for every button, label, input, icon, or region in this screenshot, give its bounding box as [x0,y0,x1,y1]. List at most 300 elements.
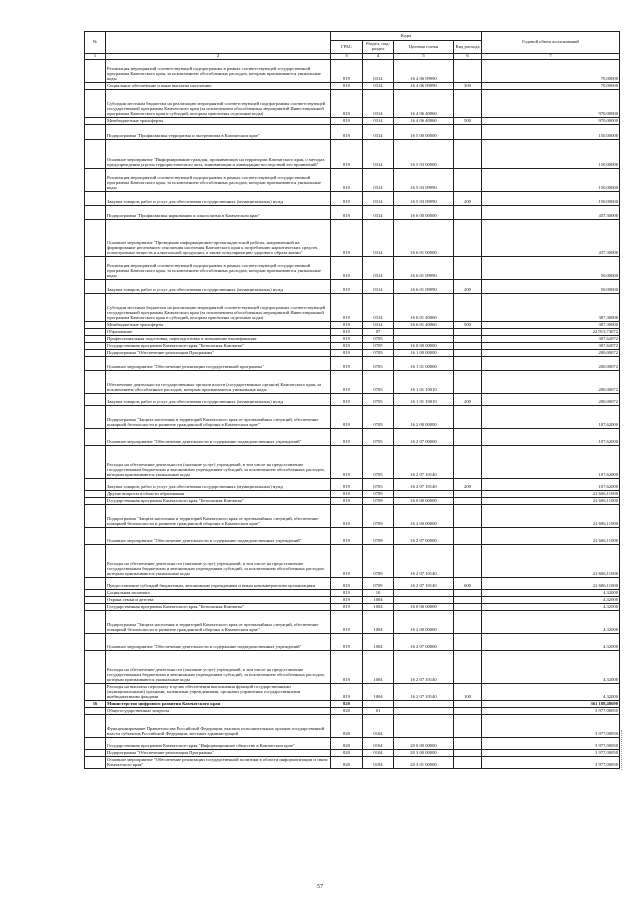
row-razdel: 0314 [363,294,394,322]
row-sum: 4,32000 [482,684,620,701]
row-sum: 307,62072 [482,336,620,343]
row-vid [454,257,482,280]
table-row [85,394,620,406]
row-cst: 16 5 03 09990 [394,169,454,192]
row-sum: 107,62000 [482,406,620,429]
row-number [85,169,106,192]
row-vid [454,371,482,394]
row-number [85,206,106,220]
row-grbs: 819 [331,545,363,578]
row-grbs: 820 [331,738,363,750]
row-cst [394,491,454,498]
row-grbs: 819 [331,357,363,371]
row-cst: 16 1 01 10010 [394,394,454,406]
row-grbs: 819 [331,140,363,169]
row-number [85,708,106,715]
row-cst [394,329,454,336]
row-grbs: 819 [331,406,363,429]
row-grbs: 819 [331,528,363,545]
row-razdel: 0314 [363,118,394,125]
row-vid [454,406,482,429]
header-sum: Годовой объем ассигнований [482,32,620,54]
row-name: Основное мероприятие "Обеспечение реализации государственной политики в области информатизации и связи Камчатского края" [106,757,331,769]
row-grbs: 819 [331,83,363,90]
row-razdel: 0314 [363,206,394,220]
row-grbs: 820 [331,715,363,738]
row-sum: 22 606,11000 [482,528,620,545]
row-cst: 16 2 07 10140 [394,446,454,479]
row-grbs: 820 [331,708,363,715]
row-sum: 387,30000 [482,322,620,329]
table-row [85,528,620,545]
table-row [85,336,620,343]
row-number [85,429,106,446]
row-vid [454,343,482,350]
row-sum: 50,00000 [482,257,620,280]
row-grbs: 819 [331,60,363,83]
row-number [85,280,106,294]
row-grbs: 819 [331,634,363,651]
row-sum: 4,32000 [482,611,620,634]
row-sum: 200,00072 [482,357,620,371]
row-cst [394,715,454,738]
row-number [85,498,106,505]
row-cst [394,597,454,604]
table-row [85,429,620,446]
row-vid [454,708,482,715]
row-name: Социальная политика [106,590,331,597]
row-razdel: 1004 [363,604,394,611]
row-cst [394,708,454,715]
row-cst [394,336,454,343]
row-sum: 4,32000 [482,651,620,684]
row-vid [454,738,482,750]
row-cst: 16 0 00 00000 [394,498,454,505]
row-sum: 22 606,11000 [482,578,620,590]
row-name: Общегосударственные вопросы [106,708,331,715]
table-row [85,738,620,750]
row-number [85,60,106,83]
row-name: Подпрограмма "Защита населения и территорий Камчатского края от чрезвычайных ситуаций, обеспечение пожарной безопасности и развитие гражданской обороны в Камчатском крае" [106,505,331,528]
row-razdel: 0709 [363,491,394,498]
row-sum: 307,62072 [482,343,620,350]
budget-table [84,31,620,769]
row-vid [454,715,482,738]
row-sum: 22 606,11000 [482,498,620,505]
row-number [85,634,106,651]
row-sum: 107,62000 [482,446,620,479]
row-grbs: 819 [331,684,363,701]
row-razdel: 0705 [363,357,394,371]
row-grbs: 819 [331,192,363,206]
row-name: Закупка товаров, работ и услуг для обеспечения государственных (муниципальных) нужд [106,479,331,491]
row-number [85,479,106,491]
row-sum: 150,00000 [482,125,620,140]
row-sum: 387,30000 [482,294,620,322]
row-vid: 200 [454,394,482,406]
row-vid [454,125,482,140]
row-name: Профессиональная подготовка, переподготовка и повышение квалификации [106,336,331,343]
row-grbs: 819 [331,322,363,329]
row-number [85,590,106,597]
row-number [85,738,106,750]
row-razdel: 0709 [363,545,394,578]
row-grbs: 819 [331,498,363,505]
row-sum: 70,00000 [482,83,620,90]
row-razdel: 07 [363,329,394,336]
table-row [85,545,620,578]
table-row [85,684,620,701]
index-cell: 1 [85,54,106,60]
table-row [85,294,620,322]
row-grbs: 819 [331,206,363,220]
header-cst: Целевая статья [394,41,454,54]
row-cst: 16 0 00 00000 [394,343,454,350]
row-sum: 361 188,48690 [482,701,620,708]
row-vid: 600 [454,578,482,590]
row-grbs: 820 [331,750,363,757]
row-sum: 22 606,11000 [482,545,620,578]
table-row [85,280,620,294]
row-name: Государственная программа Камчатского края "Информационное общество в Камчатском крае" [106,738,331,750]
table-row [85,479,620,491]
row-sum: 107,62000 [482,429,620,446]
row-sum: 3 977,00050 [482,750,620,757]
row-vid: 300 [454,83,482,90]
row-razdel: 1004 [363,597,394,604]
row-sum: 22 606,11000 [482,491,620,498]
row-number [85,350,106,357]
row-vid [454,60,482,83]
row-grbs: 819 [331,257,363,280]
index-cell: 5 [394,54,454,60]
row-cst: 16 2 07 10140 [394,578,454,590]
row-razdel: 0705 [363,479,394,491]
row-cst: 16 5 03 09990 [394,192,454,206]
table-row [85,701,620,708]
row-cst: 16 4 06 40060 [394,118,454,125]
row-razdel: 0709 [363,498,394,505]
row-grbs: 819 [331,651,363,684]
row-number [85,257,106,280]
table-row [85,125,620,140]
row-razdel: 0314 [363,90,394,118]
row-grbs: 819 [331,394,363,406]
table-row [85,60,620,83]
row-cst: 20 3 01 00000 [394,757,454,769]
row-name: Реализация мероприятий соответствующей подпрограммы в рамках соответствующей государственной программы Камчатского края, за исключением обособленных расходов, которым присваиваются уникальные коды [106,169,331,192]
row-razdel: 1004 [363,651,394,684]
row-grbs: 819 [331,371,363,394]
row-vid [454,491,482,498]
row-vid [454,528,482,545]
row-grbs: 819 [331,220,363,257]
table-row [85,750,620,757]
row-cst: 16 4 06 09990 [394,60,454,83]
row-vid [454,505,482,528]
table-row [85,634,620,651]
row-name: Основное мероприятие "Обеспечение реализации государственной программы" [106,357,331,371]
row-name: Основное мероприятие "Проведение информационно-пропагандистской работы, направленной на формирование негативного отношения населения Камчатского края к потреблению наркотических средств, психотропных веществ и алкогольной продукции, а также популяризацию здорового образа жизни" [106,220,331,257]
row-name: Государственная программа Камчатского края "Безопасная Камчатка" [106,343,331,350]
table-row [85,757,620,769]
row-sum: 4,32000 [482,604,620,611]
row-razdel: 0314 [363,280,394,294]
row-number [85,357,106,371]
row-vid [454,604,482,611]
index-cell: 3 [331,54,363,60]
row-cst [394,590,454,597]
row-number [85,394,106,406]
row-name: Подпрограмма "Профилактика терроризма и экстремизма в Камчатском крае" [106,125,331,140]
table-row [85,220,620,257]
row-number [85,220,106,257]
row-name: Предоставление субсидий бюджетным, автономным учреждениям и иным некоммерческим организациям [106,578,331,590]
row-razdel: 01 [363,708,394,715]
row-sum: 3 977,00050 [482,738,620,750]
row-sum: 50,00000 [482,280,620,294]
table-body [85,60,620,769]
row-number [85,528,106,545]
page-number: 57 [317,884,323,890]
row-number [85,446,106,479]
row-sum: 150,00000 [482,140,620,169]
row-name: Подпрограмма "Защита населения и территорий Камчатского края от чрезвычайных ситуаций, обеспечение пожарной безопасности и развитие гражданской обороны в Камчатском крае" [106,406,331,429]
table-row [85,118,620,125]
row-number [85,343,106,350]
row-razdel: 0104 [363,757,394,769]
row-razdel: 10 [363,590,394,597]
row-vid: 500 [454,118,482,125]
row-number [85,406,106,429]
row-cst: 16 2 07 10140 [394,545,454,578]
row-number [85,757,106,769]
row-name: Реализация мероприятий соответствующей подпрограммы в рамках соответствующей государственной программы Камчатского края, за исключением обособленных расходов, которым присваиваются уникальные коды [106,60,331,83]
row-sum: 150,00000 [482,169,620,192]
row-razdel: 0314 [363,60,394,83]
row-grbs: 819 [331,611,363,634]
row-sum: 970,00000 [482,90,620,118]
table-row [85,498,620,505]
table-row [85,578,620,590]
row-vid: 100 [454,684,482,701]
row-number [85,371,106,394]
row-grbs: 820 [331,701,363,708]
row-number [85,336,106,343]
row-name: Подпрограмма "Обеспечение реализации Программы" [106,350,331,357]
row-cst: 20 0 00 00000 [394,738,454,750]
row-vid [454,169,482,192]
row-name: Охрана семьи и детства [106,597,331,604]
row-number [85,651,106,684]
table-row [85,406,620,429]
row-sum: 200,00072 [482,350,620,357]
row-cst: 16 6 00 00000 [394,206,454,220]
row-number [85,684,106,701]
row-cst: 16 1 00 00000 [394,350,454,357]
table-row [85,90,620,118]
index-cell: 4 [363,54,394,60]
table-row [85,257,620,280]
row-cst: 16 4 06 40060 [394,90,454,118]
row-vid [454,90,482,118]
row-number [85,140,106,169]
row-razdel: 1004 [363,611,394,634]
row-name: Реализация мероприятий соответствующей подпрограммы в рамках соответствующей государственной программы Камчатского края, за исключением обособленных расходов, которым присваиваются уникальные коды [106,257,331,280]
row-name: Субсидии местным бюджетам на реализацию мероприятий соответствующей подпрограммы соответствующей государственной программы Камчатского края (за исключением обособленных мероприятий Инвестиционной программы Камчатского края и субсидий, которым присвоены отдельные коды) [106,294,331,322]
row-number [85,750,106,757]
row-number [85,192,106,206]
row-razdel: 0314 [363,125,394,140]
row-number [85,545,106,578]
row-cst: 16 2 07 00000 [394,528,454,545]
row-vid [454,220,482,257]
row-sum: 200,00072 [482,371,620,394]
row-sum: 22 606,11000 [482,505,620,528]
row-number [85,125,106,140]
row-number: 16 [85,701,106,708]
row-grbs: 819 [331,429,363,446]
row-grbs: 819 [331,590,363,597]
row-vid [454,651,482,684]
row-vid [454,498,482,505]
row-razdel: 0705 [363,406,394,429]
table-row [85,708,620,715]
row-razdel: 0104 [363,750,394,757]
row-number [85,90,106,118]
row-razdel: 0104 [363,738,394,750]
row-name: Подпрограмма "Обеспечение реализации Программы" [106,750,331,757]
row-razdel: 0314 [363,257,394,280]
row-grbs: 819 [331,578,363,590]
row-razdel: 0705 [363,350,394,357]
row-vid [454,140,482,169]
row-cst: 16 6 01 09990 [394,257,454,280]
row-sum: 22 913,73072 [482,329,620,336]
row-name: Подпрограмма "Профилактика наркомании и алкоголизма в Камчатском крае" [106,206,331,220]
row-number [85,83,106,90]
row-number [85,294,106,322]
row-razdel: 0705 [363,429,394,446]
row-razdel: 0705 [363,371,394,394]
row-grbs: 819 [331,491,363,498]
row-name: Другие вопросы в области образования [106,491,331,498]
row-number [85,322,106,329]
row-vid [454,597,482,604]
row-name: Расходы на выплаты персоналу в целях обеспечения выполнения функций государственными (муниципальными) органами, казенными учреждениями, органами управления государственными внебюджетными фондами [106,684,331,701]
row-name: Социальное обеспечение и иные выплаты населению [106,83,331,90]
row-razdel: 0705 [363,336,394,343]
row-sum: 4,32000 [482,597,620,604]
row-cst: 16 5 00 00000 [394,125,454,140]
table-row [85,192,620,206]
header-razdel: Раздел, под-раздел [363,41,394,54]
row-vid [454,757,482,769]
row-name: Основное мероприятие "Обеспечение деятельности и содержание подведомственных учреждений" [106,634,331,651]
table-row [85,715,620,738]
index-cell: 6 [454,54,482,60]
row-cst [394,701,454,708]
table-row [85,169,620,192]
row-name: Функционирование Правительства Российской Федерации, высших исполнительных органов государственной власти субъектов Российской Федерации, местных администраций [106,715,331,738]
row-grbs: 820 [331,757,363,769]
row-razdel: 1004 [363,684,394,701]
row-sum: 437,30000 [482,220,620,257]
table-row [85,446,620,479]
table-row [85,329,620,336]
table-row [85,322,620,329]
row-grbs: 819 [331,505,363,528]
row-razdel: 0709 [363,505,394,528]
table-row [85,597,620,604]
row-vid [454,611,482,634]
row-razdel: 0314 [363,83,394,90]
row-grbs: 819 [331,336,363,343]
row-name: Основное мероприятие "Обеспечение деятельности и содержание подведомственных учреждений" [106,528,331,545]
index-cell: 2 [106,54,331,60]
row-number [85,329,106,336]
row-name: Расходы на обеспечение деятельности (оказание услуг) учреждений, в том числе на предоставление государственным бюджетным и автономным учреждениям субсидий, за исключением обособленных расходов, которым присваиваются уникальные коды [106,651,331,684]
row-name: Государственная программа Камчатского края "Безопасная Камчатка" [106,498,331,505]
table-row [85,611,620,634]
row-grbs: 819 [331,479,363,491]
row-number [85,118,106,125]
row-vid: 200 [454,479,482,491]
row-name: Межбюджетные трансферты [106,322,331,329]
row-sum: 4,32000 [482,590,620,597]
row-vid: 200 [454,192,482,206]
row-cst: 16 2 07 00000 [394,429,454,446]
row-razdel [363,701,394,708]
header-num: № [85,32,106,54]
row-vid [454,429,482,446]
row-vid [454,336,482,343]
row-razdel: 0314 [363,140,394,169]
row-sum: 970,00000 [482,118,620,125]
row-grbs: 819 [331,280,363,294]
row-sum: 3 977,00050 [482,757,620,769]
header-grbs: ГРБС [331,41,363,54]
row-cst: 16 6 01 40060 [394,322,454,329]
row-sum: 70,00000 [482,60,620,83]
row-sum: 200,00072 [482,394,620,406]
row-vid [454,750,482,757]
row-name: Расходы на обеспечение деятельности (оказание услуг) учреждений, в том числе на предоставление государственным бюджетным и автономным учреждениям субсидий, за исключением обособленных расходов, которым присваиваются уникальные коды [106,545,331,578]
row-cst: 16 0 00 00000 [394,604,454,611]
row-sum: 3 977,00050 [482,708,620,715]
row-vid [454,294,482,322]
row-cst: 16 2 07 00000 [394,634,454,651]
row-razdel: 0314 [363,192,394,206]
row-vid: 200 [454,280,482,294]
row-cst: 16 2 00 00000 [394,406,454,429]
row-grbs: 819 [331,294,363,322]
table-row [85,140,620,169]
row-name: Основное мероприятие "Обеспечение деятельности и содержание подведомственных учреждений" [106,429,331,446]
row-name: Обеспечение деятельности государственных органов власти (государственных органов) Камчатского края, за исключением обособленных расходов, которым присваиваются уникальные коды [106,371,331,394]
row-name: Межбюджетные трансферты [106,118,331,125]
row-name: Подпрограмма "Защита населения и территорий Камчатского края от чрезвычайных ситуаций, обеспечение пожарной безопасности и развитие гражданской обороны в Камчатском крае" [106,611,331,634]
row-vid [454,206,482,220]
row-name: Расходы на обеспечение деятельности (оказание услуг) учреждений, в том числе на предоставление государственным бюджетным и автономным учреждениям субсидий, за исключением обособленных расходов, которым присваиваются уникальные коды [106,446,331,479]
row-cst: 16 2 07 10140 [394,651,454,684]
row-grbs: 819 [331,125,363,140]
row-cst: 16 2 00 00000 [394,505,454,528]
row-razdel: 0314 [363,322,394,329]
row-razdel: 0709 [363,578,394,590]
table-row [85,590,620,597]
row-cst: 16 6 01 00000 [394,220,454,257]
